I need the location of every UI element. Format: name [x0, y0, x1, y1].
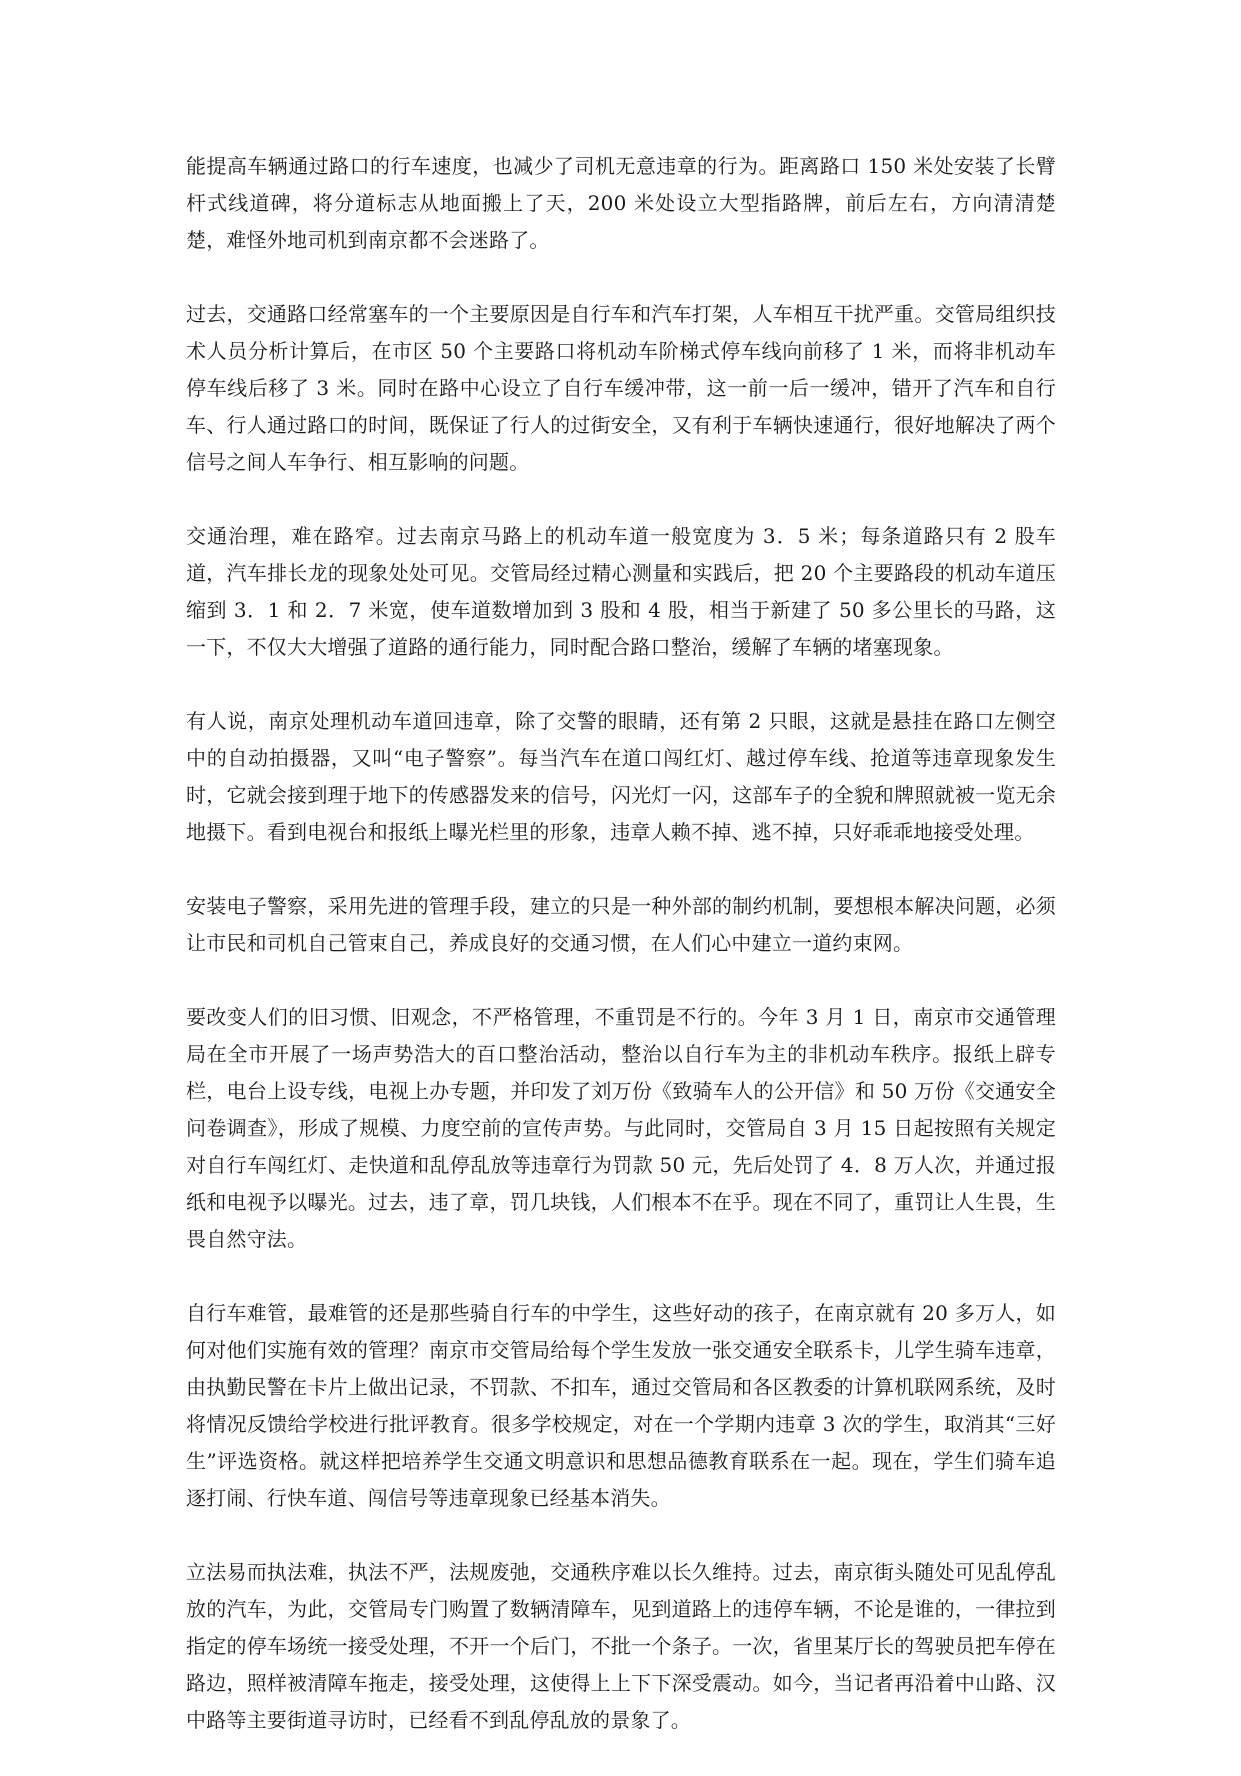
paragraph-8: 立法易而执法难，执法不严，法规废弛，交通秩序难以长久维持。过去，南京街头随处可见乱停乱放的汽车，为此，交管局专门购置了数辆清障车，见到道路上的违停车辆，不论是谁的，一律拉到指定的停车场统一接受处理，不开一个后门，不批一个条子。一次，省里某厅长的驾驶员把车停在路边，照样被清障车拖走，接受处理，这使得上上下下深受震动。如今，当记者再沿着中山路、汉中路等主要街道寻访时，已经看不到乱停乱放的景象了。 [186, 1560, 1056, 1732]
paragraph-5: 安装电子警察，采用先进的管理手段，建立的只是一种外部的制约机制，要想根本解决问题，必须让市民和司机自己管束自己，养成良好的交通习惯，在人们心中建立一道约束网。 [186, 894, 1056, 955]
paragraph-7: 自行车难管，最难管的还是那些骑自行车的中学生，这些好动的孩子，在南京就有 20 多万人，如何对他们实施有效的管理？南京市交管局给每个学生发放一张交通安全联系卡，儿学生骑车违章，由执勤民警在卡片上做出记录，不罚款、不扣车，通过交管局和各区教委的计算机联网系统，及时将情况反馈给学校进行批评教育。很多学校规定，对在一个学期内违章 3 次的学生，取消其“三好生”评选资格。就这样把培养学生交通文明意识和思想品德教育联系在一起。现在，学生们骑车追逐打闹、行快车道、闯信号等违章现象已经基本消失。 [186, 1301, 1056, 1510]
paragraph-2: 过去，交通路口经常塞车的一个主要原因是自行车和汽车打架，人车相互干扰严重。交管局组织技术人员分析计算后，在市区 50 个主要路口将机动车阶梯式停车线向前移了 1 米，而将非机动车停车线后移了 3 米。同时在路中心设立了自行车缓冲带，这一前一后一缓冲，错开了汽车和自行车、行人通过路口的时间，既保证了行人的过街安全，又有利于车辆快速通行，很好地解决了两个信号之间人车争行、相互影响的问题。 [186, 302, 1056, 474]
paragraph-1: 能提高车辆通过路口的行车速度，也减少了司机无意违章的行为。距离路口 150 米处安装了长臂杆式线道碑，将分道标志从地面搬上了天，200 米处设立大型指路牌，前后左右，方向清清楚楚，难怪外地司机到南京都不会迷路了。 [186, 154, 1056, 252]
paragraph-4: 有人说，南京处理机动车道回违章，除了交警的眼睛，还有第 2 只眼，这就是悬挂在路口左侧空中的自动拍摄器，又叫“电子警察”。每当汽车在道口闯红灯、越过停车线、抢道等违章现象发生时，它就会接到理于地下的传感器发来的信号，闪光灯一闪，这部车子的全貌和牌照就被一览无余地摄下。看到电视台和报纸上曝光栏里的形象，违章人赖不掉、逃不掉，只好乖乖地接受处理。 [186, 709, 1056, 844]
document-body [186, 148, 1056, 1776]
paragraph-6: 要改变人们的旧习惯、旧观念，不严格管理，不重罚是不行的。今年 3 月 1 日，南京市交通管理局在全市开展了一场声势浩大的百口整治活动，整治以自行车为主的非机动车秩序。报纸上辟专栏，电台上设专线，电视上办专题，并印发了刘万份《致骑车人的公开信》和 50 万份《交通安全问卷调查》，形成了规模、力度空前的宣传声势。与此同时，交管局自 3 月 15 日起按照有关规定对自行车闯红灯、走快道和乱停乱放等违章行为罚款 50 元，先后处罚了 4．8 万人次，并通过报纸和电视予以曝光。过去，违了章，罚几块钱，人们根本不在乎。现在不同了，重罚让人生畏，生畏自然守法。 [186, 1005, 1057, 1251]
paragraph-3: 交通治理，难在路窄。过去南京马路上的机动车道一般宽度为 3．5 米；每条道路只有 2 股车道，汽车排长龙的现象处处可见。交管局经过精心测量和实践后，把 20 个主要路段的机动车道压缩到 3．1 和 2．7 米宽，使车道数增加到 3 股和 4 股，相当于新建了 50 多公里长的马路，这一下，不仅大大增强了道路的通行能力，同时配合路口整治，缓解了车辆的堵塞现象。 [186, 524, 1056, 659]
